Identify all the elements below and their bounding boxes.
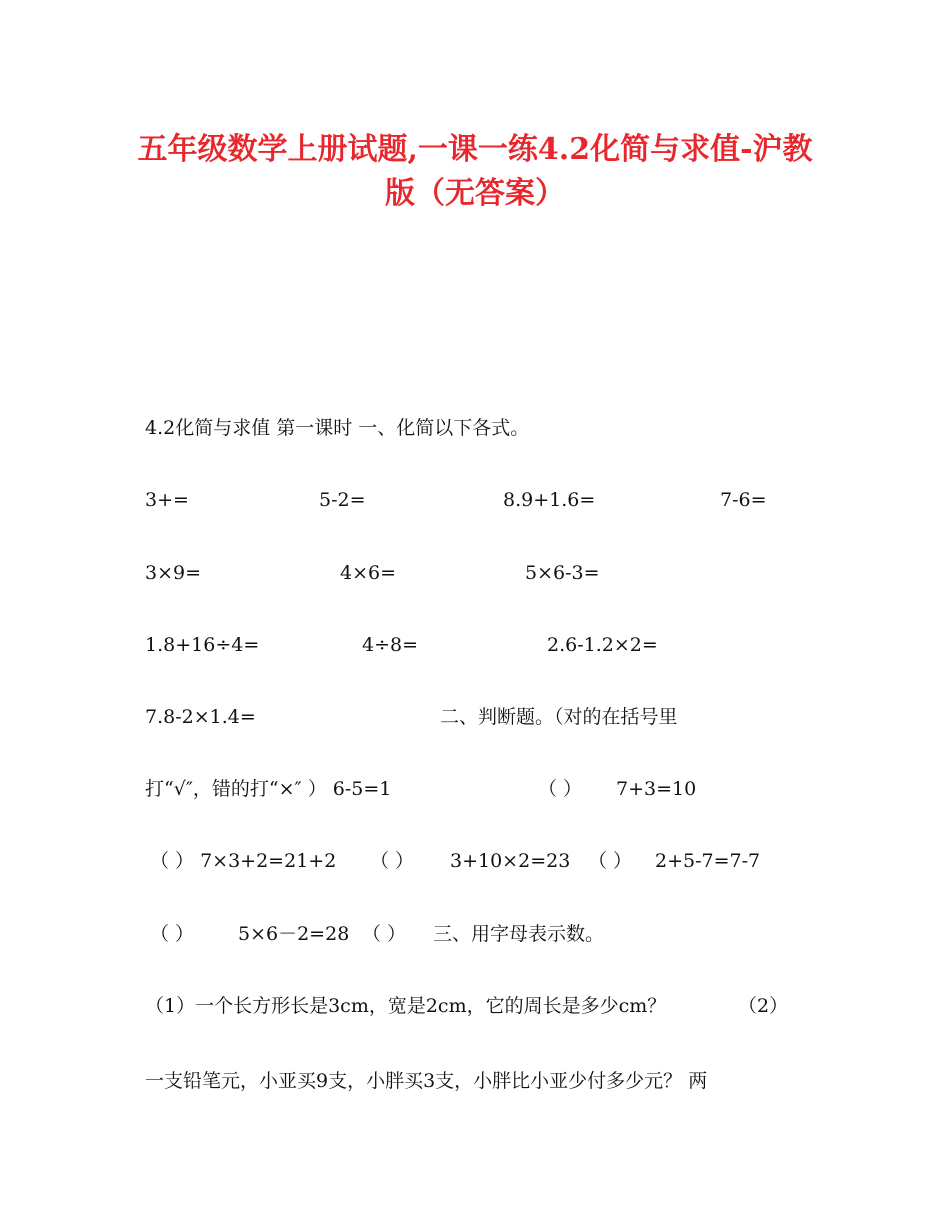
exercise-row-2 [0, 553, 950, 593]
word-problem-2-number: （2） [738, 995, 789, 1017]
answer-parentheses: （ ） [370, 850, 415, 872]
word-problem-row-2 [0, 1061, 950, 1101]
section-intro-line [0, 408, 950, 448]
expression: 4×6= [340, 562, 397, 584]
expression: 5×6-3= [525, 562, 600, 584]
judgement-row-1 [0, 769, 950, 809]
expression: 3+= [145, 489, 189, 511]
expression: 3×9= [145, 562, 202, 584]
expression: 1.8+16÷4= [145, 634, 260, 656]
section-three-heading: 三、用字母表示数。 [433, 923, 605, 945]
exercise-row-4 [0, 697, 950, 737]
exercise-row-1 [0, 480, 950, 520]
judgement-instruction: 打“√″，错的打“×″ ） 6-5=1 [145, 778, 392, 800]
expression: 4÷8= [362, 634, 419, 656]
exercise-row-3 [0, 625, 950, 665]
expression: 2.6-1.2×2= [547, 634, 658, 656]
section-two-heading: 二、判断题。（对的在括号里 [440, 706, 678, 728]
section-one-heading: 4.2化简与求值 第一课时 一、化简以下各式。 [145, 417, 530, 439]
answer-parentheses: （ ） [150, 923, 195, 945]
expression: 8.9+1.6= [503, 489, 596, 511]
document-title-line-1: 五年级数学上册试题,一课一练4.2化简与求值-沪教 [137, 132, 813, 167]
word-problem-row-1 [0, 986, 950, 1026]
answer-parentheses: （ ） [588, 850, 633, 872]
expression: 5×6－2=28 [238, 923, 350, 945]
document-title-line-2: 版（无答案） [385, 176, 565, 211]
expression: 7-6= [720, 489, 767, 511]
expression: 7.8-2×1.4= [145, 706, 256, 728]
judgement-row-2 [0, 841, 950, 881]
expression: 7+3=10 [616, 778, 697, 800]
word-problem-1: （1）一个长方形长是3cm，宽是2cm，它的周长是多少cm？ [145, 995, 667, 1017]
answer-parentheses: （ ） [362, 923, 407, 945]
judgement-row-3 [0, 914, 950, 954]
expression: （ ） 7×3+2=21+2 [150, 850, 337, 872]
answer-parentheses: （ ） [538, 778, 583, 800]
expression: 5-2= [319, 489, 366, 511]
word-problem-2: 一支铅笔元，小亚买9支，小胖买3支，小胖比小亚少付多少元？ 两 [145, 1070, 708, 1092]
expression: 3+10×2=23 [450, 850, 571, 872]
expression: 2+5-7=7-7 [655, 850, 761, 872]
